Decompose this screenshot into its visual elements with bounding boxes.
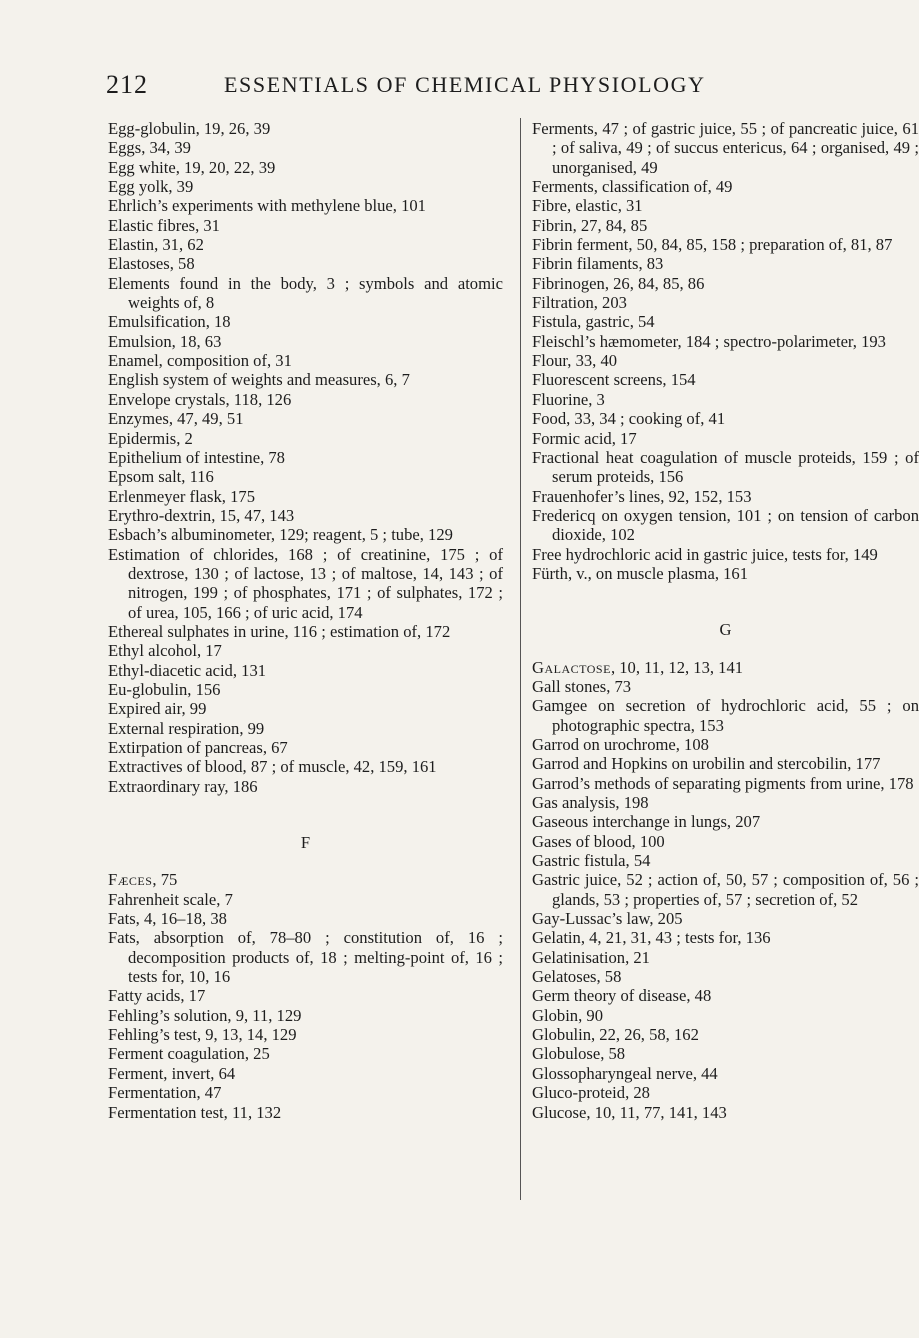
index-entry: Elastic fibres, 31: [108, 215, 220, 235]
index-entry: Epithelium of intestine, 78: [108, 447, 285, 467]
index-entry: Envelope crystals, 118, 126: [108, 389, 292, 409]
index-entry: Fats, absorption of, 78–80 ; constitution of, 16 ; decomposition products of, 18 ; melting-point of, 16 ; tests for, 10, 16: [108, 928, 503, 987]
index-entry: Extractives of blood, 87 ; of muscle, 42, 159, 161: [108, 757, 437, 777]
index-entry: Gaseous interchange in lungs, 207: [532, 812, 761, 832]
index-entry: Fahrenheit scale, 7: [108, 889, 233, 909]
index-entry: Fluorescent screens, 154: [532, 370, 696, 390]
index-entry: Gamgee on secretion of hydrochloric acid, 55 ; on photographic spectra, 153: [532, 696, 919, 735]
index-entry: Ethyl-diacetic acid, 131: [108, 660, 267, 680]
index-column-right: [532, 119, 919, 1122]
index-entry: Frauenhofer’s lines, 92, 152, 153: [532, 486, 752, 506]
index-entry: Emulsification, 18: [108, 312, 231, 332]
index-entry: Ferment, invert, 64: [108, 1063, 236, 1083]
index-entry: Ferments, classification of, 49: [532, 177, 733, 197]
index-entry: Fehling’s solution, 9, 11, 129: [108, 1005, 302, 1025]
index-entry-pages: , 10, 11, 12, 13, 141: [610, 657, 744, 677]
index-entry: Garrod’s methods of separating pigments from urine, 178: [532, 773, 914, 793]
index-entry: Fredericq on oxygen tension, 101 ; on tension of carbon dioxide, 102: [532, 505, 919, 545]
index-entry: Globulose, 58: [532, 1044, 626, 1064]
index-entry: Ehrlich’s experiments with methylene blue, 101: [108, 196, 426, 216]
index-entry: Gelatin, 4, 21, 31, 43 ; tests for, 136: [532, 928, 771, 948]
index-entry: Fermentation test, 11, 132: [108, 1102, 282, 1122]
index-entry: Gall stones, 73: [532, 676, 632, 696]
index-entry: Gluco-proteid, 28: [532, 1083, 650, 1103]
index-entry: Fibrinogen, 26, 84, 85, 86: [532, 273, 705, 293]
index-entry: Fürth, v., on muscle plasma, 161: [532, 563, 749, 583]
index-entry: Epidermis, 2: [108, 428, 193, 448]
index-entry: Flour, 33, 40: [532, 351, 618, 371]
index-entry: Glossopharyngeal nerve, 44: [532, 1063, 718, 1083]
index-entry: Egg white, 19, 20, 22, 39: [108, 157, 276, 177]
index-entry: Eu-globulin, 156: [108, 679, 221, 699]
index-entry: Fibre, elastic, 31: [532, 196, 643, 216]
index-entry-pages: , 75: [152, 870, 178, 890]
index-entry: Gelatoses, 58: [532, 967, 622, 987]
index-entry: Food, 33, 34 ; cooking of, 41: [532, 409, 726, 429]
index-entry: Fehling’s test, 9, 13, 14, 129: [108, 1025, 297, 1045]
index-entry: Free hydrochloric acid in gastric juice, tests for, 149: [532, 544, 878, 564]
index-entry: Fleischl’s hæmometer, 184 ; spectro-polarimeter, 193: [532, 331, 886, 351]
index-entry: Globin, 90: [532, 1005, 603, 1025]
index-entry: Elements found in the body, 3 ; symbols and atomic weights of, 8: [108, 273, 503, 313]
index-entry: Ethyl alcohol, 17: [108, 641, 222, 661]
index-entry: [108, 870, 503, 889]
index-entry: Fistula, gastric, 54: [532, 312, 655, 332]
index-entry: Elastoses, 58: [108, 254, 195, 274]
index-entry: Extirpation of pancreas, 67: [108, 738, 288, 757]
index-entry-heading: Fæces: [108, 870, 153, 890]
index-entry: Gelatinisation, 21: [532, 947, 650, 967]
index-entry: Gases of blood, 100: [532, 831, 665, 851]
index-entry: Ferment coagulation, 25: [108, 1044, 270, 1064]
index-entry: Germ theory of disease, 48: [532, 986, 712, 1006]
index-entry: Garrod on urochrome, 108: [532, 734, 709, 754]
index-entry: [532, 658, 919, 677]
index-entry: Emulsion, 18, 63: [108, 331, 222, 351]
index-entry: Fractional heat coagulation of muscle proteids, 159 ; of serum proteids, 156: [532, 447, 919, 487]
index-column-left: [108, 119, 503, 1122]
index-entry: Enzymes, 47, 49, 51: [108, 409, 244, 429]
index-entry: Fibrin, 27, 84, 85: [532, 215, 648, 235]
index-entry: English system of weights and measures, 6, 7: [108, 370, 410, 390]
index-entry: External respiration, 99: [108, 718, 265, 738]
index-entry: Formic acid, 17: [532, 428, 637, 448]
column-divider: [520, 118, 521, 1200]
index-entry: Erlenmeyer flask, 175: [108, 486, 255, 506]
index-entry: Gay-Lussac’s law, 205: [532, 909, 683, 929]
index-entry: Estimation of chlorides, 168 ; of creatinine, 175 ; of dextrose, 130 ; of lactose, 13 ; of maltose, 14, 143 ; of nitrogen, 199 ; of phosphates, 171 ; of sulphates, 172 ; of urea, 105, 166 ; of uric acid, 174: [108, 544, 503, 622]
index-entry: Gastric juice, 52 ; action of, 50, 57 ; composition of, 56 ; glands, 53 ; properties of, 57 ; secretion of, 52: [532, 870, 919, 909]
index-entry: Esbach’s albuminometer, 129; reagent, 5 ; tube, 129: [108, 525, 453, 545]
page-number: 212: [106, 70, 148, 99]
running-title: ESSENTIALS OF CHEMICAL PHYSIOLOGY: [224, 72, 706, 97]
index-entry: Fatty acids, 17: [108, 986, 206, 1006]
index-entry: Epsom salt, 116: [108, 467, 214, 487]
section-letter: F: [300, 833, 311, 853]
index-entry: Ethereal sulphates in urine, 116 ; estimation of, 172: [108, 621, 451, 641]
index-entry: Glucose, 10, 11, 77, 141, 143: [532, 1102, 727, 1122]
index-entry: Globulin, 22, 26, 58, 162: [532, 1025, 699, 1045]
index-entry: Egg yolk, 39: [108, 177, 194, 197]
index-entry-heading: Galactose: [532, 657, 611, 677]
index-entry: Fibrin ferment, 50, 84, 85, 158 ; preparation of, 81, 87: [532, 235, 893, 255]
index-entry: Fibrin filaments, 83: [532, 254, 664, 274]
index-entry: Enamel, composition of, 31: [108, 351, 292, 371]
index-entry: Garrod and Hopkins on urobilin and stercobilin, 177: [532, 754, 881, 774]
index-entry: Filtration, 203: [532, 293, 627, 313]
index-entry: Gas analysis, 198: [532, 793, 649, 812]
section-letter: G: [719, 620, 732, 640]
index-entry: Elastin, 31, 62: [108, 235, 204, 255]
index-entry: Eggs, 34, 39: [108, 138, 191, 158]
index-entry: Erythro-dextrin, 15, 47, 143: [108, 505, 295, 525]
index-entry: Fats, 4, 16–18, 38: [108, 909, 227, 929]
index-entry: Expired air, 99: [108, 699, 207, 719]
index-entry: Gastric fistula, 54: [532, 851, 651, 871]
index-entry: Egg-globulin, 19, 26, 39: [108, 119, 271, 138]
index-entry: Fermentation, 47: [108, 1083, 222, 1103]
index-entry: Ferments, 47 ; of gastric juice, 55 ; of pancreatic juice, 61 ; of saliva, 49 ; of succus entericus, 64 ; organised, 49 ; unorganised, 49: [532, 119, 919, 177]
index-entry: Fluorine, 3: [532, 389, 605, 409]
index-entry: Extraordinary ray, 186: [108, 776, 258, 796]
